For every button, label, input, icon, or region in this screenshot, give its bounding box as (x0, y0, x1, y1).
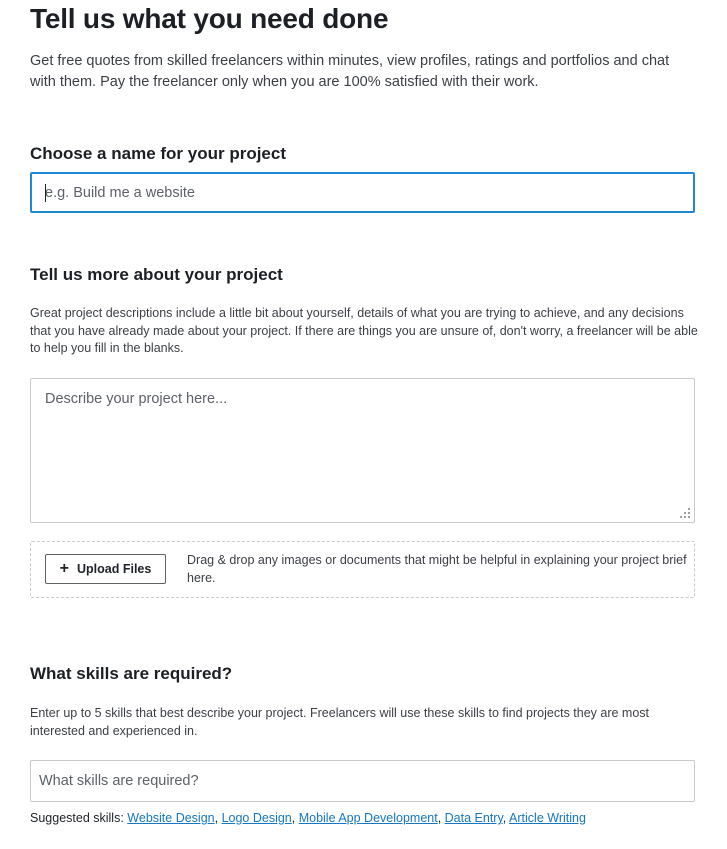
project-name-field-wrapper (30, 172, 695, 213)
suggested-skills: Suggested skills: Website Design, Logo Design, Mobile App Development, Data Entry, Article Writing (30, 811, 586, 825)
skills-heading: What skills are required? (30, 664, 233, 683)
project-description-wrapper (30, 378, 695, 523)
project-description-textarea[interactable] (31, 379, 694, 522)
skills-input[interactable] (39, 761, 686, 801)
suggested-skill-link[interactable]: Logo Design (221, 811, 292, 825)
upload-hint: Drag & drop any images or documents that might be helpful in explaining your project brief here. (187, 553, 687, 585)
project-name-input[interactable] (45, 173, 680, 212)
plus-icon: + (59, 560, 69, 577)
suggested-skill-link[interactable]: Website Design (127, 811, 215, 825)
suggested-skill-link[interactable]: Mobile App Development (298, 811, 438, 825)
upload-files-label: Upload Files (77, 562, 152, 576)
upload-files-button[interactable] (45, 554, 166, 584)
skills-field-wrapper (30, 760, 695, 802)
project-description-help: Great project descriptions include a little bit about yourself, details of what you are trying to achieve, and any decisions that you have already made about your project. If there are things you are unsure of, don't worry, a freelancer will be able to help you fill in the blanks. (30, 306, 698, 355)
skills-help: Enter up to 5 skills that best describe your project. Freelancers will use these skills to find projects they are most interested and experienced in. (30, 706, 650, 738)
file-drop-zone[interactable] (30, 541, 695, 598)
page-title: Tell us what you need done (30, 3, 389, 34)
suggested-skills-label: Suggested skills: (30, 811, 124, 825)
suggested-skill-link[interactable]: Article Writing (509, 811, 586, 825)
project-description-heading: Tell us more about your project (30, 265, 283, 284)
resize-grip-icon[interactable] (680, 508, 691, 519)
text-caret (45, 184, 46, 202)
suggested-skill-link[interactable]: Data Entry (444, 811, 503, 825)
page-intro: Get free quotes from skilled freelancers within minutes, view profiles, ratings and portfolios and chat with them. Pay the freelancer only when you are 100% satisfied with their work. (30, 53, 670, 90)
project-name-heading: Choose a name for your project (30, 144, 286, 163)
